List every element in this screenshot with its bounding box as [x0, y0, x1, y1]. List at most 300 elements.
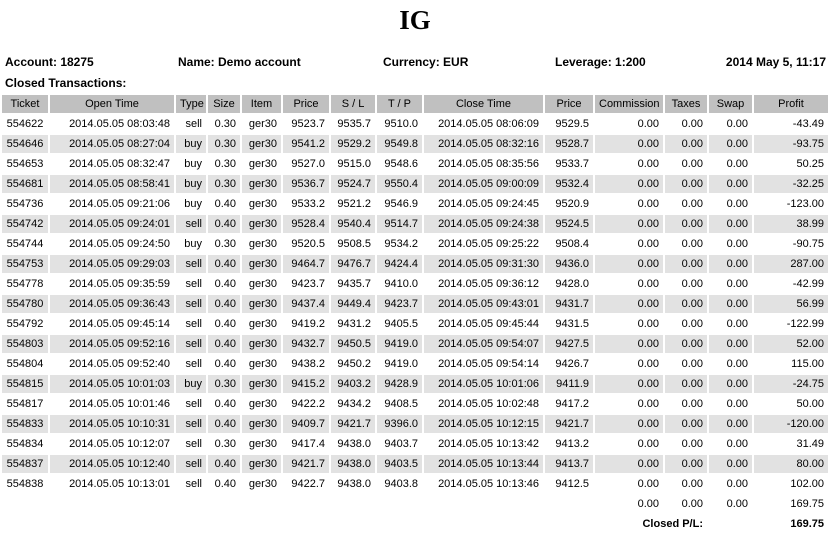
cell: 0.00 — [709, 315, 752, 333]
cell: 102.00 — [754, 475, 828, 493]
cell: 554803 — [2, 335, 48, 353]
cell: 0.40 — [208, 355, 240, 373]
cell: 0.00 — [595, 195, 663, 213]
cell: 0.00 — [709, 395, 752, 413]
cell: ger30 — [242, 255, 281, 273]
cell: buy — [176, 375, 206, 393]
table-row — [2, 295, 828, 313]
cell: 9428.9 — [377, 375, 422, 393]
cell: -122.99 — [754, 315, 828, 333]
column-header: Price — [283, 95, 329, 113]
cell: 0.40 — [208, 335, 240, 353]
cell: 554622 — [2, 115, 48, 133]
cell: sell — [176, 315, 206, 333]
cell: 2014.05.05 09:36:12 — [424, 275, 543, 293]
cell: 9508.4 — [545, 235, 593, 253]
section-title-closed-transactions: Closed Transactions: — [5, 76, 127, 90]
cell: 9422.7 — [283, 475, 329, 493]
cell: 9432.7 — [283, 335, 329, 353]
cell: 9428.0 — [545, 275, 593, 293]
cell: -90.75 — [754, 235, 828, 253]
cell: 0.00 — [665, 335, 707, 353]
report-datetime: 2014 May 5, 11:17 — [725, 55, 826, 69]
cell: ger30 — [242, 135, 281, 153]
cell: 2014.05.05 10:13:46 — [424, 475, 543, 493]
cell: 9515.0 — [331, 155, 375, 173]
cell: 80.00 — [754, 455, 828, 473]
account-leverage: Leverage: 1:200 — [555, 55, 646, 69]
cell: 56.99 — [754, 295, 828, 313]
cell: -32.25 — [754, 175, 828, 193]
total-commission: 0.00 — [595, 495, 663, 513]
cell: 0.00 — [595, 115, 663, 133]
cell: 0.00 — [665, 155, 707, 173]
cell: sell — [176, 475, 206, 493]
cell: 9396.0 — [377, 415, 422, 433]
cell: ger30 — [242, 235, 281, 253]
cell: 554742 — [2, 215, 48, 233]
cell: 9524.7 — [331, 175, 375, 193]
cell: 0.40 — [208, 475, 240, 493]
cell: sell — [176, 335, 206, 353]
cell: 38.99 — [754, 215, 828, 233]
cell: 0.00 — [595, 415, 663, 433]
cell: 0.30 — [208, 175, 240, 193]
cell: 9523.7 — [283, 115, 329, 133]
cell: 9540.4 — [331, 215, 375, 233]
cell: 9410.0 — [377, 275, 422, 293]
cell: 0.00 — [595, 455, 663, 473]
cell: 554778 — [2, 275, 48, 293]
cell: 554815 — [2, 375, 48, 393]
cell: 9427.5 — [545, 335, 593, 353]
cell: 0.00 — [595, 375, 663, 393]
cell: 0.00 — [709, 295, 752, 313]
totals-spacer — [2, 495, 593, 513]
cell: 9419.0 — [377, 335, 422, 353]
cell: 9403.5 — [377, 455, 422, 473]
cell: 9423.7 — [377, 295, 422, 313]
cell: ger30 — [242, 455, 281, 473]
cell: 0.00 — [709, 195, 752, 213]
cell: 0.00 — [665, 275, 707, 293]
cell: 9413.2 — [545, 435, 593, 453]
cell: 9534.2 — [377, 235, 422, 253]
cell: 0.00 — [709, 235, 752, 253]
cell: 115.00 — [754, 355, 828, 373]
cell: 287.00 — [754, 255, 828, 273]
cell: sell — [176, 275, 206, 293]
cell: 52.00 — [754, 335, 828, 353]
account-name: Name: Demo account — [178, 55, 301, 69]
cell: 0.00 — [709, 415, 752, 433]
cell: 9449.4 — [331, 295, 375, 313]
cell: 0.00 — [595, 275, 663, 293]
cell: ger30 — [242, 435, 281, 453]
column-header: Type — [176, 95, 206, 113]
cell: 2014.05.05 09:21:06 — [50, 195, 174, 213]
table-row — [2, 375, 828, 393]
cell: 9423.7 — [283, 275, 329, 293]
cell: 9438.2 — [283, 355, 329, 373]
cell: 2014.05.05 09:00:09 — [424, 175, 543, 193]
cell: 9403.2 — [331, 375, 375, 393]
cell: 0.40 — [208, 315, 240, 333]
cell: ger30 — [242, 375, 281, 393]
cell: 554744 — [2, 235, 48, 253]
closed-transactions-table — [0, 93, 830, 535]
cell: ger30 — [242, 415, 281, 433]
cell: 9510.0 — [377, 115, 422, 133]
table-row — [2, 275, 828, 293]
table-row — [2, 115, 828, 133]
table-row — [2, 335, 828, 353]
cell: 0.00 — [665, 415, 707, 433]
cell: -42.99 — [754, 275, 828, 293]
closed-pl-label: Closed P/L: — [2, 515, 707, 533]
cell: 0.00 — [709, 475, 752, 493]
cell: 2014.05.05 09:45:44 — [424, 315, 543, 333]
cell: 0.00 — [595, 435, 663, 453]
cell: sell — [176, 295, 206, 313]
cell: 0.00 — [595, 295, 663, 313]
cell: 2014.05.05 09:24:01 — [50, 215, 174, 233]
cell: 9431.7 — [545, 295, 593, 313]
cell: 0.00 — [709, 435, 752, 453]
cell: 0.30 — [208, 375, 240, 393]
cell: 0.00 — [665, 135, 707, 153]
cell: -120.00 — [754, 415, 828, 433]
cell: 2014.05.05 09:29:03 — [50, 255, 174, 273]
cell: 2014.05.05 10:13:42 — [424, 435, 543, 453]
table-row — [2, 195, 828, 213]
cell: 2014.05.05 09:24:45 — [424, 195, 543, 213]
cell: 9417.4 — [283, 435, 329, 453]
cell: 2014.05.05 09:54:07 — [424, 335, 543, 353]
cell: 554780 — [2, 295, 48, 313]
column-header: Swap — [709, 95, 752, 113]
cell: 9520.5 — [283, 235, 329, 253]
cell: ger30 — [242, 175, 281, 193]
table-row — [2, 255, 828, 273]
cell: 2014.05.05 10:12:15 — [424, 415, 543, 433]
cell: 2014.05.05 09:24:50 — [50, 235, 174, 253]
cell: 9549.8 — [377, 135, 422, 153]
cell: 9541.2 — [283, 135, 329, 153]
cell: 9431.2 — [331, 315, 375, 333]
cell: 554833 — [2, 415, 48, 433]
cell: 0.00 — [595, 475, 663, 493]
cell: 2014.05.05 09:52:16 — [50, 335, 174, 353]
cell: 50.00 — [754, 395, 828, 413]
table-row — [2, 455, 828, 473]
cell: -123.00 — [754, 195, 828, 213]
cell: buy — [176, 135, 206, 153]
cell: 9403.8 — [377, 475, 422, 493]
cell: 9520.9 — [545, 195, 593, 213]
cell: 2014.05.05 09:36:43 — [50, 295, 174, 313]
total-taxes: 0.00 — [665, 495, 707, 513]
cell: 554653 — [2, 155, 48, 173]
cell: 0.00 — [709, 275, 752, 293]
cell: 9521.2 — [331, 195, 375, 213]
cell: 0.40 — [208, 455, 240, 473]
cell: 2014.05.05 09:24:38 — [424, 215, 543, 233]
cell: 0.00 — [665, 115, 707, 133]
cell: 9409.7 — [283, 415, 329, 433]
closed-pl-row — [2, 515, 828, 533]
cell: 2014.05.05 09:31:30 — [424, 255, 543, 273]
cell: 0.00 — [665, 475, 707, 493]
cell: 2014.05.05 09:45:14 — [50, 315, 174, 333]
cell: 2014.05.05 08:32:16 — [424, 135, 543, 153]
broker-logo: IG — [399, 5, 431, 35]
cell: ger30 — [242, 155, 281, 173]
cell: 2014.05.05 10:01:46 — [50, 395, 174, 413]
cell: 0.00 — [709, 135, 752, 153]
cell: 0.30 — [208, 235, 240, 253]
cell: 2014.05.05 10:01:06 — [424, 375, 543, 393]
cell: 0.00 — [665, 435, 707, 453]
cell: -43.49 — [754, 115, 828, 133]
cell: 0.00 — [665, 255, 707, 273]
cell: 2014.05.05 10:10:31 — [50, 415, 174, 433]
cell: -24.75 — [754, 375, 828, 393]
cell: 2014.05.05 10:13:01 — [50, 475, 174, 493]
cell: buy — [176, 155, 206, 173]
cell: 2014.05.05 08:35:56 — [424, 155, 543, 173]
cell: 2014.05.05 09:35:59 — [50, 275, 174, 293]
cell: 0.00 — [595, 155, 663, 173]
cell: 0.00 — [709, 355, 752, 373]
account-currency: Currency: EUR — [383, 55, 469, 69]
cell: 9412.5 — [545, 475, 593, 493]
table-row — [2, 175, 828, 193]
transactions-body — [2, 115, 828, 493]
cell: 0.00 — [595, 355, 663, 373]
cell: 0.00 — [595, 175, 663, 193]
cell: 9436.0 — [545, 255, 593, 273]
table-row — [2, 355, 828, 373]
cell: 0.40 — [208, 195, 240, 213]
cell: 2014.05.05 09:43:01 — [424, 295, 543, 313]
cell: 9434.2 — [331, 395, 375, 413]
cell: 0.40 — [208, 415, 240, 433]
table-row — [2, 395, 828, 413]
cell: 2014.05.05 08:32:47 — [50, 155, 174, 173]
cell: ger30 — [242, 115, 281, 133]
cell: 0.30 — [208, 135, 240, 153]
cell: 50.25 — [754, 155, 828, 173]
table-row — [2, 235, 828, 253]
cell: 9424.4 — [377, 255, 422, 273]
cell: sell — [176, 455, 206, 473]
totals-row — [2, 495, 828, 513]
column-header: Open Time — [50, 95, 174, 113]
cell: 2014.05.05 10:13:44 — [424, 455, 543, 473]
cell: 9527.0 — [283, 155, 329, 173]
cell: 0.00 — [595, 335, 663, 353]
total-swap: 0.00 — [709, 495, 752, 513]
cell: 2014.05.05 08:58:41 — [50, 175, 174, 193]
cell: 9528.4 — [283, 215, 329, 233]
cell: 0.00 — [595, 395, 663, 413]
cell: 0.30 — [208, 435, 240, 453]
cell: 9438.0 — [331, 475, 375, 493]
cell: 9405.5 — [377, 315, 422, 333]
cell: 9419.2 — [283, 315, 329, 333]
cell: 2014.05.05 09:54:14 — [424, 355, 543, 373]
cell: 9514.7 — [377, 215, 422, 233]
cell: 554817 — [2, 395, 48, 413]
cell: 554838 — [2, 475, 48, 493]
cell: 0.00 — [709, 375, 752, 393]
cell: buy — [176, 195, 206, 213]
cell: ger30 — [242, 355, 281, 373]
cell: 0.30 — [208, 115, 240, 133]
cell: 0.00 — [709, 155, 752, 173]
cell: sell — [176, 115, 206, 133]
cell: 2014.05.05 10:12:40 — [50, 455, 174, 473]
cell: ger30 — [242, 295, 281, 313]
cell: 0.00 — [665, 235, 707, 253]
cell: 9528.7 — [545, 135, 593, 153]
cell: 2014.05.05 08:06:09 — [424, 115, 543, 133]
cell: 2014.05.05 10:12:07 — [50, 435, 174, 453]
cell: 0.30 — [208, 155, 240, 173]
cell: 0.00 — [665, 455, 707, 473]
cell: 9415.2 — [283, 375, 329, 393]
cell: 9532.4 — [545, 175, 593, 193]
cell: 0.00 — [709, 215, 752, 233]
column-header: Ticket — [2, 95, 48, 113]
cell: sell — [176, 395, 206, 413]
total-profit: 169.75 — [754, 495, 828, 513]
cell: 0.00 — [665, 295, 707, 313]
cell: 554753 — [2, 255, 48, 273]
cell: 9426.7 — [545, 355, 593, 373]
table-row — [2, 435, 828, 453]
cell: 9550.4 — [377, 175, 422, 193]
cell: 2014.05.05 09:52:40 — [50, 355, 174, 373]
cell: 2014.05.05 10:02:48 — [424, 395, 543, 413]
cell: 9508.5 — [331, 235, 375, 253]
header-row — [2, 95, 828, 113]
cell: 0.00 — [665, 315, 707, 333]
cell: 554681 — [2, 175, 48, 193]
cell: 9403.7 — [377, 435, 422, 453]
cell: sell — [176, 355, 206, 373]
column-header: Taxes — [665, 95, 707, 113]
cell: 0.00 — [709, 455, 752, 473]
cell: sell — [176, 215, 206, 233]
cell: 554837 — [2, 455, 48, 473]
table-row — [2, 135, 828, 153]
cell: 9476.7 — [331, 255, 375, 273]
cell: 0.00 — [665, 375, 707, 393]
cell: sell — [176, 435, 206, 453]
cell: 0.00 — [665, 195, 707, 213]
cell: 0.00 — [665, 355, 707, 373]
cell: -93.75 — [754, 135, 828, 153]
cell: 0.00 — [709, 115, 752, 133]
cell: 0.00 — [709, 335, 752, 353]
cell: 0.40 — [208, 395, 240, 413]
cell: 9535.7 — [331, 115, 375, 133]
cell: 2014.05.05 08:27:04 — [50, 135, 174, 153]
cell: 0.00 — [709, 255, 752, 273]
cell: 0.00 — [595, 315, 663, 333]
cell: 9464.7 — [283, 255, 329, 273]
cell: 31.49 — [754, 435, 828, 453]
cell: ger30 — [242, 395, 281, 413]
column-header: T / P — [377, 95, 422, 113]
table-row — [2, 415, 828, 433]
cell: 0.00 — [665, 395, 707, 413]
cell: ger30 — [242, 215, 281, 233]
table-row — [2, 215, 828, 233]
cell: 0.00 — [709, 175, 752, 193]
cell: ger30 — [242, 335, 281, 353]
table-row — [2, 155, 828, 173]
cell: 9438.0 — [331, 455, 375, 473]
cell: 9533.2 — [283, 195, 329, 213]
cell: 0.40 — [208, 255, 240, 273]
cell: ger30 — [242, 475, 281, 493]
cell: buy — [176, 235, 206, 253]
column-header: Commission — [595, 95, 663, 113]
cell: 9529.2 — [331, 135, 375, 153]
account-info-row — [0, 55, 830, 70]
cell: 554792 — [2, 315, 48, 333]
cell: 9411.9 — [545, 375, 593, 393]
cell: 9529.5 — [545, 115, 593, 133]
cell: sell — [176, 255, 206, 273]
cell: ger30 — [242, 195, 281, 213]
cell: 554804 — [2, 355, 48, 373]
cell: 0.00 — [595, 215, 663, 233]
table-row — [2, 315, 828, 333]
cell: 0.40 — [208, 215, 240, 233]
cell: 9431.5 — [545, 315, 593, 333]
cell: 9408.5 — [377, 395, 422, 413]
cell: 0.00 — [595, 135, 663, 153]
column-header: Size — [208, 95, 240, 113]
cell: 554834 — [2, 435, 48, 453]
cell: 9417.2 — [545, 395, 593, 413]
cell: 9536.7 — [283, 175, 329, 193]
cell: 9421.7 — [545, 415, 593, 433]
cell: 0.00 — [665, 175, 707, 193]
account-number: Account: 18275 — [5, 55, 94, 69]
cell: 2014.05.05 08:03:48 — [50, 115, 174, 133]
cell: 0.00 — [595, 235, 663, 253]
cell: 0.40 — [208, 295, 240, 313]
column-header: Close Time — [424, 95, 543, 113]
column-header: Profit — [754, 95, 828, 113]
cell: 9437.4 — [283, 295, 329, 313]
cell: 2014.05.05 09:25:22 — [424, 235, 543, 253]
cell: buy — [176, 175, 206, 193]
cell: 9533.7 — [545, 155, 593, 173]
cell: 9450.5 — [331, 335, 375, 353]
table-row — [2, 475, 828, 493]
cell: sell — [176, 415, 206, 433]
cell: 9422.2 — [283, 395, 329, 413]
cell: 554736 — [2, 195, 48, 213]
cell: 9421.7 — [283, 455, 329, 473]
cell: 2014.05.05 10:01:03 — [50, 375, 174, 393]
